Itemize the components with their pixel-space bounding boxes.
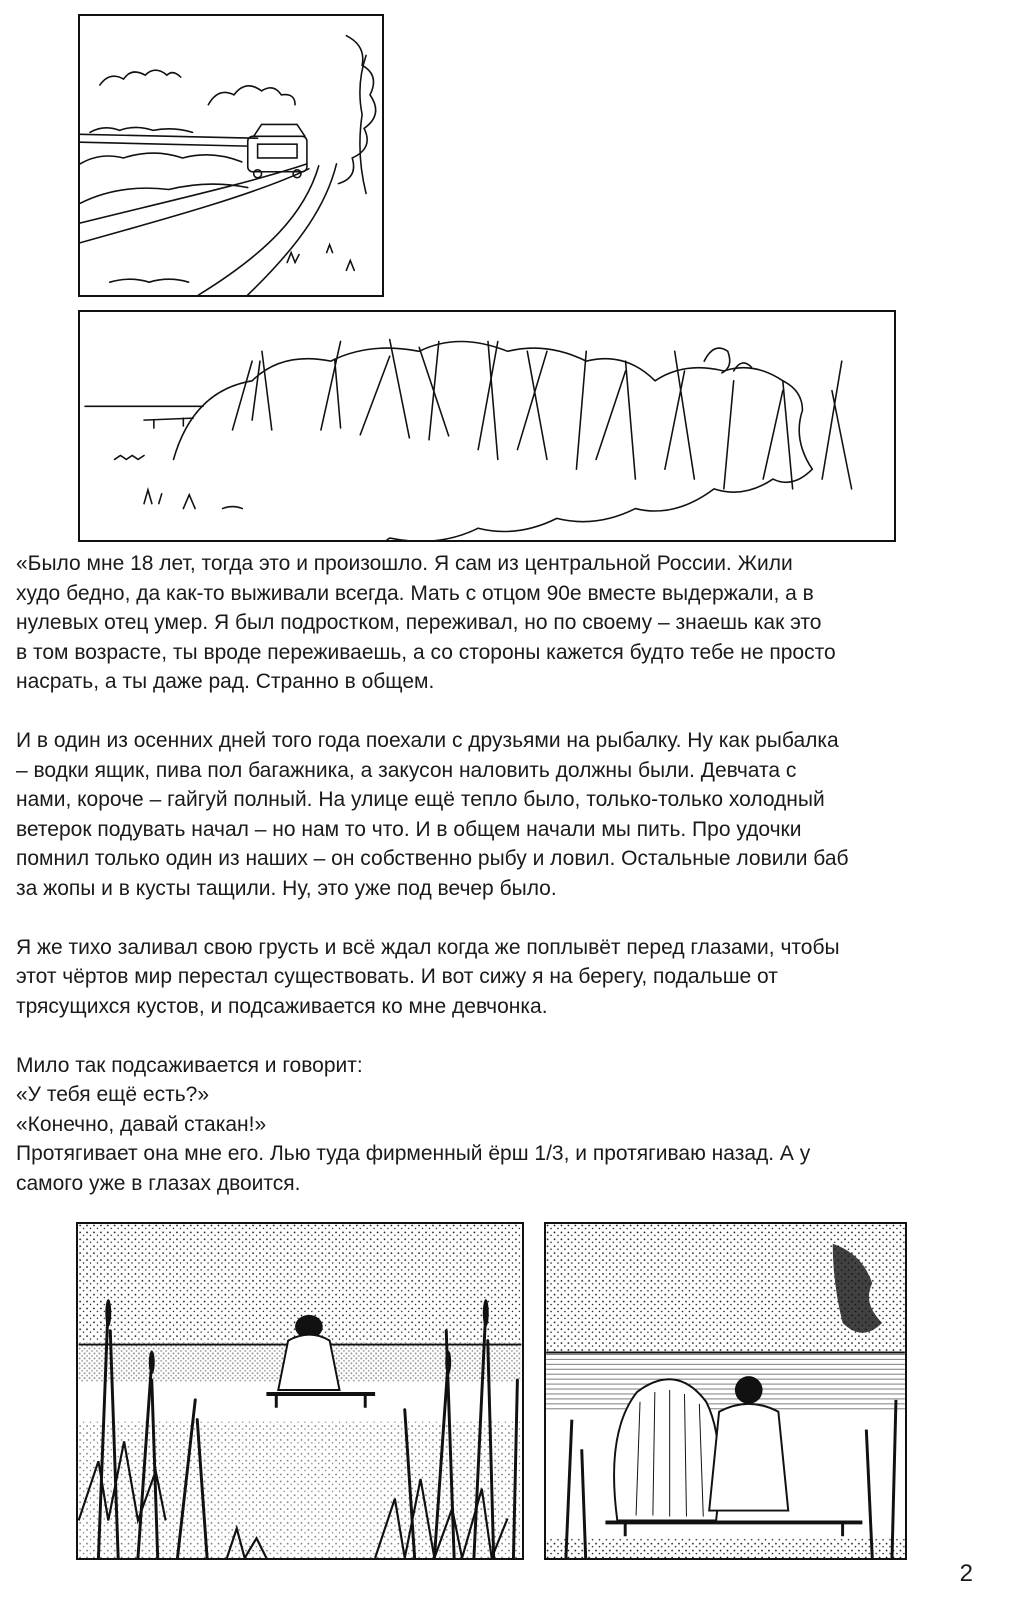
road-car-illustration: [80, 16, 382, 295]
comic-panel-reeds-shore: [78, 310, 896, 542]
page-number: 2: [959, 1560, 973, 1587]
reeds-shore-illustration: [80, 312, 894, 540]
narration-paragraph-2: И в один из осенних дней того года поехали с друзьями на рыбалку. Ну как рыбалка – водки ящик, пива пол багажника, а закусон наловить должны были. Девчата с нами, короче – гайгуй полный. На улице ещё тепло было, только-только холодный ветерок подувать начал – но нам то что. И в общем начали мы пить. Про удочки помнил только один из наших – он собственно рыбу и ловил. Остальные ловили баб за жопы и в кусты тащили. Ну, это уже под вечер было.: [16, 729, 849, 900]
girl-and-man-illustration: [546, 1224, 905, 1558]
narration-paragraph-3: Я же тихо заливал свою грусть и всё ждал когда же поплывёт перед глазами, чтобы этот чёртов мир перестал существовать. И вот сижу я на берегу, подальше от трясущихся кустов, и подсаживается ко мне девчонка.: [16, 935, 840, 1018]
narration-text: [16, 549, 996, 1198]
narration-paragraph-1: «Было мне 18 лет, тогда это и произошло. Я сам из центральной России. Жили худо бедно, да как-то выживали всегда. Мать с отцом 90е вместе выдержали, а в нулевых отец умер. Я был подростком, переживал, но по своему – знаешь как это в том возрасте, ты вроде переживаешь, а со стороны кажется будто тебе не просто насрать, а ты даже рад. Странно в общем.: [16, 552, 836, 693]
man-on-bench-illustration: [78, 1224, 522, 1558]
comic-panel-road-car: [78, 14, 384, 297]
narration-paragraph-4: Мило так подсаживается и говорит: «У тебя ещё есть?» «Конечно, давай стакан!» Протягивает она мне его. Лью туда фирменный ёрш 1/3, и протягиваю назад. А у самого уже в глазах двоится.: [16, 1053, 811, 1195]
comic-panel-man-on-bench: [76, 1222, 524, 1560]
comic-panel-girl-and-man: [544, 1222, 907, 1560]
